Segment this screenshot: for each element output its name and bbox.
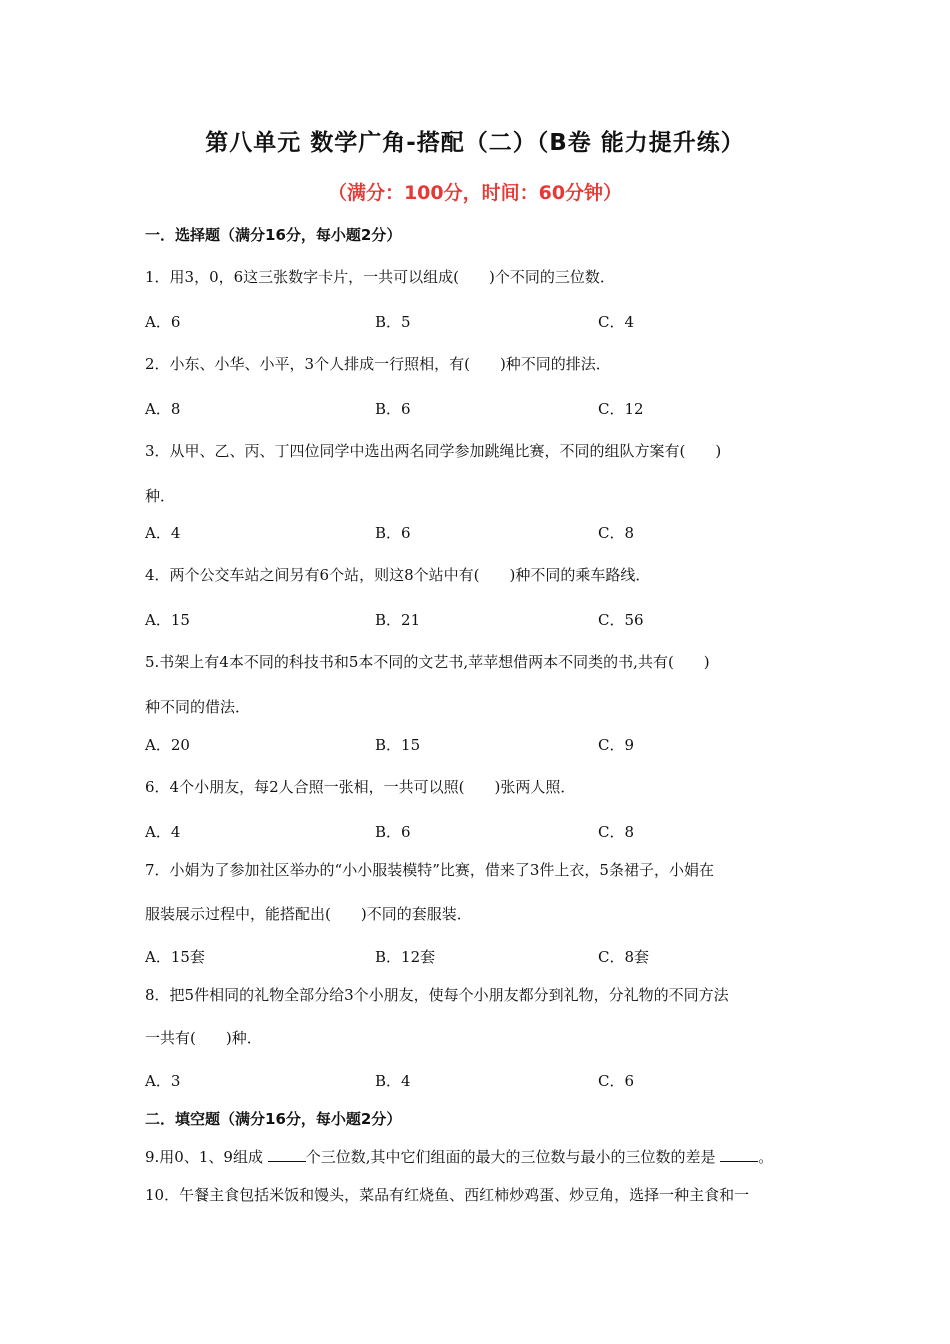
question-4: 4．两个公交车站之间另有6个站，则这8个站中有( )种不同的乘车路线． xyxy=(145,566,651,584)
section-heading-fill-in: 二．填空题（满分16分，每小题2分） xyxy=(145,1110,402,1128)
option-b[interactable]: B．6 xyxy=(375,524,411,542)
option-a[interactable]: A．15 xyxy=(145,611,190,629)
option-a[interactable]: A．4 xyxy=(145,524,181,542)
option-c[interactable]: C．8套 xyxy=(598,948,650,966)
answer-blank[interactable] xyxy=(268,1147,306,1162)
question-7-line-2: 服装展示过程中，能搭配出( )不同的套服装． xyxy=(145,905,472,923)
question-6-options xyxy=(145,821,815,843)
option-c[interactable]: C．9 xyxy=(598,736,635,754)
option-b[interactable]: B．6 xyxy=(375,400,411,418)
question-9-text-3: 。 xyxy=(758,1148,774,1166)
question-1-options xyxy=(145,311,815,333)
question-7-line-1: 7．小娟为了参加社区举办的“小小服装模特”比赛，借来了3件上衣，5条裙子，小娟在 xyxy=(145,861,714,879)
option-c[interactable]: C．8 xyxy=(598,823,635,841)
page-title: 第八单元 数学广角-搭配（二）（B卷 能力提升练） xyxy=(205,130,745,156)
question-9-text-2: 个三位数,其中它们组面的最大的三位数与最小的三位数的差是 xyxy=(305,1148,716,1166)
answer-blank[interactable] xyxy=(720,1147,758,1162)
option-a[interactable]: A．15套 xyxy=(145,948,205,966)
option-a[interactable]: A．8 xyxy=(145,400,181,418)
question-2: 2．小东、小华、小平，3个人排成一行照相，有( )种不同的排法． xyxy=(145,355,611,373)
option-c[interactable]: C．12 xyxy=(598,400,644,418)
question-5-line-2: 种不同的借法． xyxy=(145,698,251,716)
option-b[interactable]: B．4 xyxy=(375,1072,411,1090)
question-5-options xyxy=(145,734,815,756)
option-c[interactable]: C．4 xyxy=(598,313,635,331)
question-3-options xyxy=(145,522,815,544)
question-10-line-1: 10．午餐主食包括米饭和馒头，菜品有红烧鱼、西红柿炒鸡蛋、炒豆角，选择一种主食和一 xyxy=(145,1186,750,1204)
option-c[interactable]: C．6 xyxy=(598,1072,635,1090)
question-9-text-1: 9.用0、1、9组成 xyxy=(145,1148,263,1166)
section-heading-choice: 一．选择题（满分16分，每小题2分） xyxy=(145,226,402,244)
option-c[interactable]: C．56 xyxy=(598,611,644,629)
option-a[interactable]: A．3 xyxy=(145,1072,181,1090)
option-c[interactable]: C．8 xyxy=(598,524,635,542)
question-8-line-1: 8．把5件相同的礼物全部分给3个小朋友，使每个小朋友都分到礼物，分礼物的不同方法 xyxy=(145,986,729,1004)
question-4-options xyxy=(145,609,815,631)
option-a[interactable]: A．6 xyxy=(145,313,181,331)
question-6: 6．4个小朋友，每2人合照一张相，一共可以照( )张两人照． xyxy=(145,778,576,796)
question-9 xyxy=(145,1146,815,1167)
option-b[interactable]: B．12套 xyxy=(375,948,436,966)
option-b[interactable]: B．5 xyxy=(375,313,411,331)
option-a[interactable]: A．20 xyxy=(145,736,190,754)
question-5-line-1: 5.书架上有4本不同的科技书和5本不同的文艺书,苹苹想借两本不同类的书,共有( ) xyxy=(145,653,710,671)
option-a[interactable]: A．4 xyxy=(145,823,181,841)
option-b[interactable]: B．21 xyxy=(375,611,421,629)
question-3-line-2: 种． xyxy=(145,487,176,505)
question-1: 1．用3，0，6这三张数字卡片，一共可以组成( )个不同的三位数． xyxy=(145,268,615,286)
question-2-options xyxy=(145,398,815,420)
page-subtitle: （满分：100分，时间：60分钟） xyxy=(327,182,623,204)
option-b[interactable]: B．6 xyxy=(375,823,411,841)
question-3-line-1: 3．从甲、乙、丙、丁四位同学中选出两名同学参加跳绳比赛，不同的组队方案有( ) xyxy=(145,442,722,460)
question-8-options xyxy=(145,1070,815,1092)
option-b[interactable]: B．15 xyxy=(375,736,421,754)
question-8-line-2: 一共有( )种． xyxy=(145,1029,262,1047)
question-7-options xyxy=(145,946,815,968)
